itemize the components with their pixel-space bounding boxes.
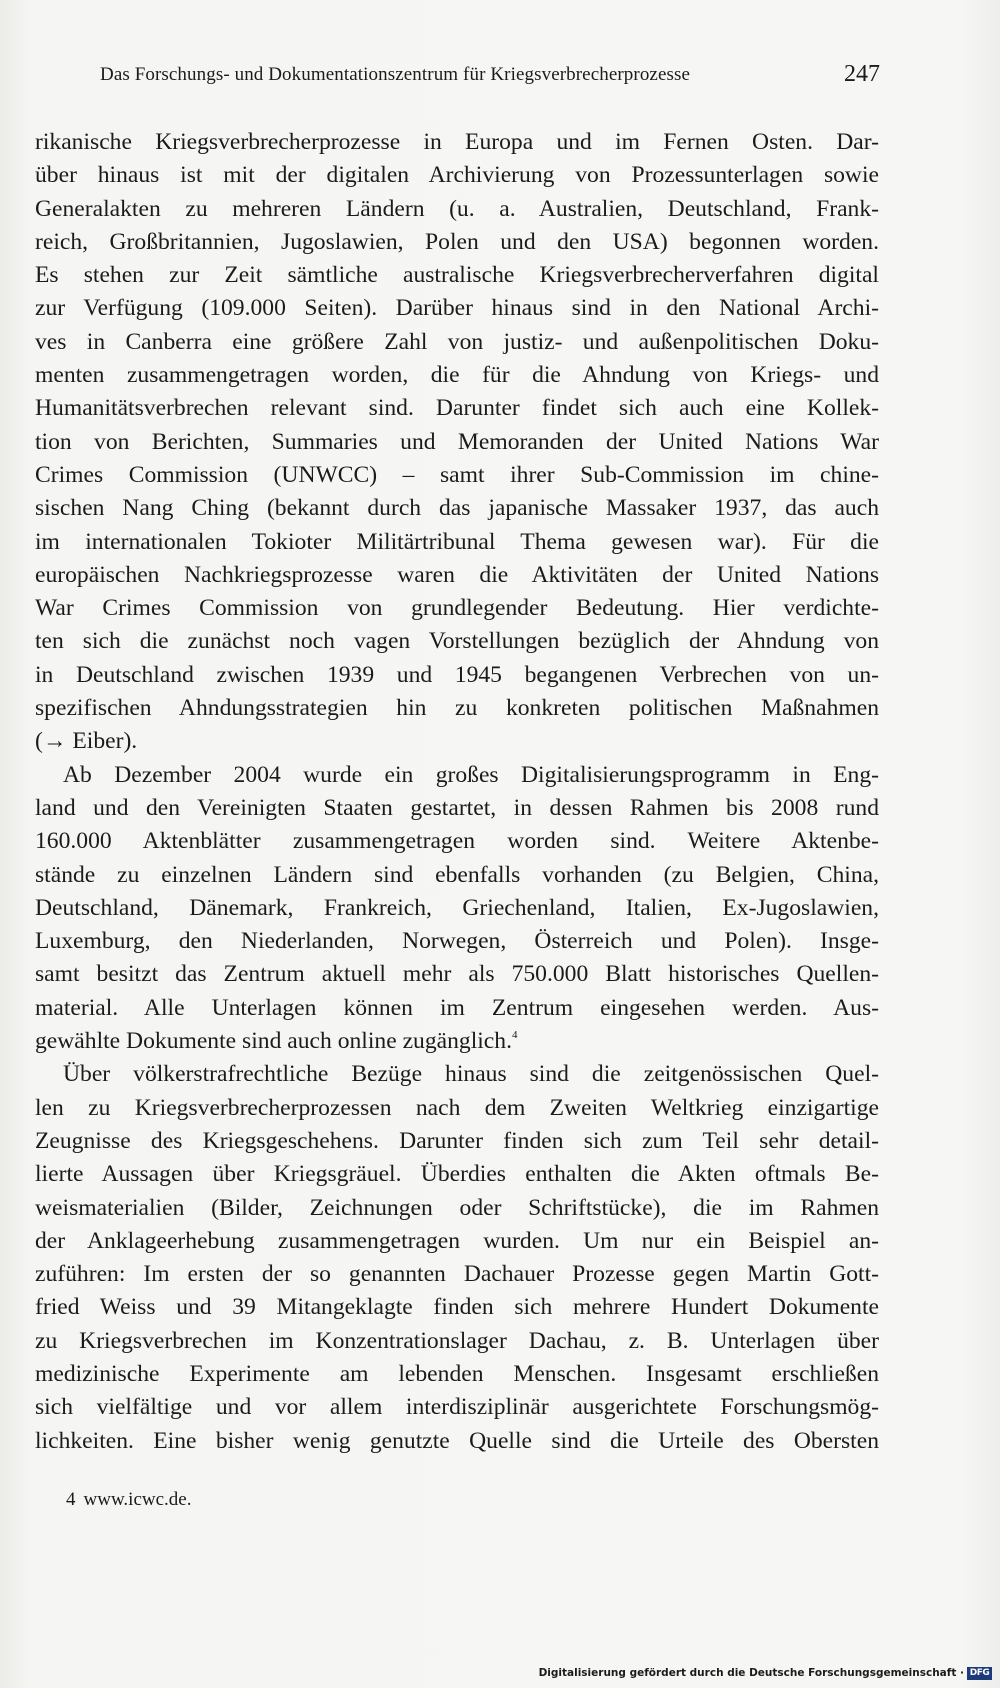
text-line: zur Verfügung (109.000 Seiten). Darüber hinaus sind in den National Archi- — [35, 295, 879, 322]
digitization-note: Digitalisierung gefördert durch die Deutsche Forschungsgemeinschaft · — [538, 1667, 964, 1679]
text-line: reich, Großbritannien, Jugoslawien, Polen und den USA) begonnen worden. — [35, 228, 879, 255]
text-line: War Crimes Commission von grundlegender Bedeutung. Hier verdichte- — [35, 595, 879, 622]
footnote-reference: 4 — [511, 1029, 518, 1042]
text-line: in Deutschland zwischen 1939 und 1945 begangenen Verbrechen von un- — [35, 661, 879, 688]
text-line: Ab Dezember 2004 wurde ein großes Digitalisierungsprogramm in Eng- — [63, 761, 879, 788]
text-line: fried Weiss und 39 Mitangeklagte finden sich mehrere Hundert Dokumente — [35, 1294, 879, 1321]
text-line: zu Kriegsverbrechen im Konzentrationslager Dachau, z. B. Unterlagen über — [35, 1327, 879, 1354]
text-line: stände zu einzelnen Ländern sind ebenfalls vorhanden (zu Belgien, China, — [35, 861, 879, 888]
text-line: menten zusammengetragen worden, die für die Ahndung von Kriegs- und — [35, 362, 879, 389]
body-text — [35, 126, 879, 1458]
text-line: Es stehen zur Zeit sämtliche australische Kriegsverbrecherverfahren digital — [35, 262, 879, 289]
text-line: der Anklageerhebung zusammengetragen wurden. Um nur ein Beispiel an- — [35, 1227, 879, 1254]
text-line: spezifischen Ahndungsstrategien hin zu konkreten politischen Maßnahmen — [35, 695, 879, 722]
text-line: (→ Eiber). — [35, 728, 138, 755]
text-line: Luxemburg, den Niederlanden, Norwegen, Österreich und Polen). Insge- — [35, 928, 879, 955]
dfg-logo: DFG — [967, 1667, 992, 1680]
text-line — [35, 1025, 879, 1058]
text-line: medizinische Experimente am lebenden Menschen. Insgesamt erschließen — [35, 1360, 879, 1387]
text-line: ves in Canberra eine größere Zahl von justiz- und außenpolitischen Doku- — [35, 328, 879, 355]
text-line: material. Alle Unterlagen können im Zentrum eingesehen werden. Aus- — [35, 994, 879, 1021]
text-line: Deutschland, Dänemark, Frankreich, Griechenland, Italien, Ex-Jugoslawien, — [35, 894, 879, 921]
text-line: sich vielfältige und vor allem interdisziplinär ausgerichtete Forschungsmög- — [35, 1394, 879, 1421]
footnote — [66, 1489, 191, 1511]
text-line: tion von Berichten, Summaries und Memoranden der United Nations War — [35, 428, 879, 455]
text-line: Humanitätsverbrechen relevant sind. Darunter findet sich auch eine Kollek- — [35, 395, 879, 422]
text-line: über hinaus ist mit der digitalen Archivierung von Prozessunterlagen sowie — [35, 162, 879, 189]
text-line: europäischen Nachkriegsprozesse waren die Aktivitäten der United Nations — [35, 561, 879, 588]
text-line: Generalakten zu mehreren Ländern (u. a. Australien, Deutschland, Frank- — [35, 195, 879, 222]
page-number: 247 — [844, 61, 880, 87]
text-line: Zeugnisse des Kriegsgeschehens. Darunter finden sich zum Teil sehr detail- — [35, 1127, 879, 1154]
text-line: lichkeiten. Eine bisher wenig genutzte Quelle sind die Urteile des Obersten — [35, 1427, 879, 1454]
text-line: sischen Nang Ching (bekannt durch das japanische Massaker 1937, das auch — [35, 495, 879, 522]
footnote-number: 4 — [66, 1489, 76, 1510]
text-line: rikanische Kriegsverbrecherprozesse in Europa und im Fernen Osten. Dar- — [35, 129, 879, 155]
text-line: land und den Vereinigten Staaten gestartet, in dessen Rahmen bis 2008 rund — [35, 794, 879, 821]
text-line: lierte Aussagen über Kriegsgräuel. Überdies enthalten die Akten oftmals Be- — [35, 1161, 879, 1188]
text-line-content: gewählte Dokumente sind auch online zugänglich. — [35, 1028, 512, 1055]
text-line: Über völkerstrafrechtliche Bezüge hinaus sind die zeitgenössischen Quel- — [63, 1061, 879, 1088]
running-head — [100, 60, 880, 90]
text-line: ten sich die zunächst noch vagen Vorstellungen bezüglich der Ahndung von — [35, 628, 879, 655]
text-line: samt besitzt das Zentrum aktuell mehr als 750.000 Blatt historisches Quellen- — [35, 961, 879, 988]
text-line: len zu Kriegsverbrecherprozessen nach dem Zweiten Weltkrieg einzigartige — [35, 1094, 879, 1121]
text-line: im internationalen Tokioter Militärtribunal Thema gewesen war). Für die — [35, 528, 879, 555]
text-line: 160.000 Aktenblätter zusammengetragen worden sind. Weitere Aktenbe- — [35, 828, 879, 855]
text-line: Crimes Commission (UNWCC) – samt ihrer Sub-Commission im chine- — [35, 461, 879, 488]
text-line: zuführen: Im ersten der so genannten Dachauer Prozesse gegen Martin Gott- — [35, 1261, 879, 1288]
running-title: Das Forschungs- und Dokumentationszentrum für Kriegsverbrecherprozesse — [100, 64, 691, 85]
footnote-link[interactable]: www.icwc.de. — [83, 1489, 192, 1510]
text-line: weismaterialien (Bilder, Zeichnungen oder Schriftstücke), die im Rahmen — [35, 1194, 879, 1221]
